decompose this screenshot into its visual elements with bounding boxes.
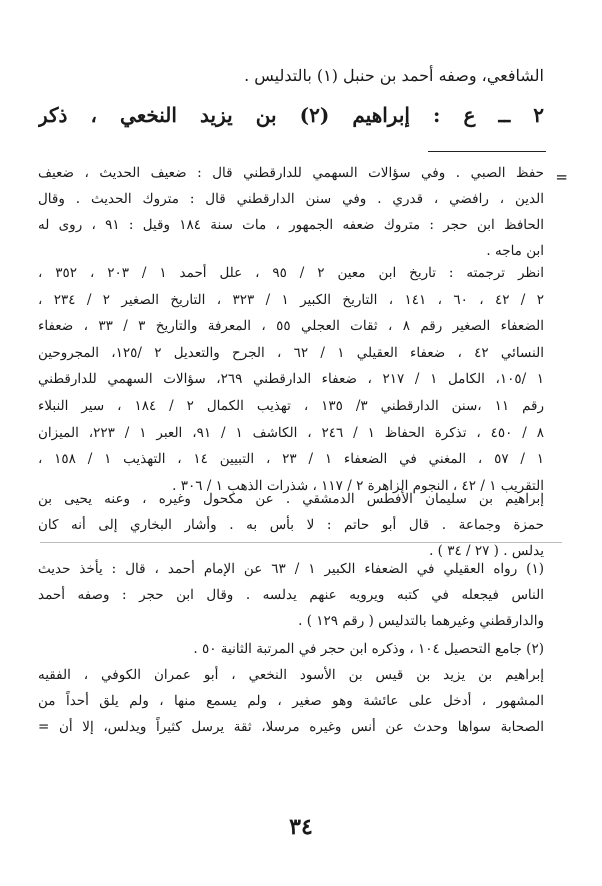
tarjama-line: الضعفاء الصغير رقم ٨ ، ثقات العجلي ٥٥ ، المعرفة والتاريخ ٣ / ٣٣ ، ضعفاء [38,318,544,335]
footnote1-line: الناس فيجعله في كتبه ويرويه عنهم يدلسه . وقال ابن حجر : وصفه أحمد [38,587,544,603]
main-text-line-2: ٢ ــ ع : إبراهيم (٢) بن يزيد النخعي ، ذكر [38,103,544,127]
footnote1-line: والدارقطني وغيرهما بالتدليس ( رقم ١٢٩ ) . [298,613,544,629]
continuation-line: ابن ماجه . [486,243,544,259]
dimashqi-line: إبراهيم بن سليمان الأفطس الدمشقي . عن مكحول وغيره ، وعنه يحيى بن [38,491,544,507]
footnote2-line: الصحابة سواها وحدث عن أنس وغيره مرسلا، ثقة يرسل كثيراً ويدلس، إلا أن = [38,719,544,735]
tarjama-line: ٨ / ٤٥٠ ، تذكرة الحفاظ ١ / ٢٤٦ ، الكاشف ١ / ٩١، العبر ١ / ٢٢٣، الميزان [38,424,544,441]
separator-line [40,542,562,543]
footnote1-line: (١) رواه العقيلي في الضعفاء الكبير ١ / ٦٣ عن الإمام أحمد ، قال : يأخذ حديث [38,561,544,577]
tarjama-line: ١ /١٠٥، الكامل ١ / ٢١٧ ، ضعفاء الدارقطني ٢٦٩، سؤالات السهمي للدارقطني [38,371,544,388]
continuation-line: حفظ الصبي . وفي سؤالات السهمي للدارقطني قال : ضعيف الحديث ، ضعيف [38,165,544,181]
footnote2-line: (٢) جامع التحصيل ١٠٤ ، وذكره ابن حجر في المرتبة الثانية ٥٠ . [193,641,544,657]
continuation-line: الدين ، رافضي ، قدري . وفي سنن الدارقطني قال : متروك الحديث . وقال [38,191,544,207]
continuation-line: الحافظ ابن حجر : متروك ضعفه الجمهور ، مات سنة ١٨٤ وقيل : ٩١ ، روى له [38,217,544,233]
tarjama-line: التقريب ١ / ٤٢ ، النجوم الزاهرة ٢ / ١١٧ ، شذرات الذهب ١ / ٣٠٦ . [172,477,544,494]
tarjama-line: النسائي ٤٢ ، ضعفاء العقيلي ١ / ٦٢ ، الجرح والتعديل ٢ /١٢٥، المجروحين [38,344,544,361]
page-number: ٣٤ [289,814,313,840]
footnote2-line: إبراهيم بن يزيد بن قيس بن الأسود النخعي ، أبو عمران الكوفي ، الفقيه [38,667,544,683]
tarjama-line: انظر ترجمته : تاريخ ابن معين ٢ / ٩٥ ، علل أحمد ١ / ٢٠٣ ، ٣٥٢ ، [38,265,544,281]
tarjama-line: ١ / ٥٧ ، المغني في الضعفاء ١ / ٢٣ ، التبيين ١٤ ، التهذيب ١ / ١٥٨ ، [38,451,544,468]
footnote-rule [428,151,546,152]
dimashqi-line: حمزة وجماعة . قال أبو حاتم : لا بأس به . وأشار البخاري إلى أنه كان [38,517,544,533]
footnote2-line: المشهور ، أدخل على عائشة وهو صغير ، ولم يسمع منها ، ولم يلق أحداً من [38,693,544,709]
main-text-line-1: الشافعي، وصفه أحمد بن حنبل (١) بالتدليس . [244,66,544,85]
dimashqi-line: يدلس . ( ٢٧ / ٣٤ ) . [429,543,544,559]
continuation-marker: = [555,168,568,186]
tarjama-line: ٢ / ٤٢ ، ٦٠ ، ١٤١ ، التاريخ الكبير ١ / ٣٢٣ ، التاريخ الصغير ٢ / ٢٣٤ ، [38,291,544,308]
tarjama-line: رقم ١١ ،سنن الدارقطني ٣/ ١٣٥ ، تهذيب الكمال ٢ / ١٨٤ ، سير النبلاء [38,398,544,414]
